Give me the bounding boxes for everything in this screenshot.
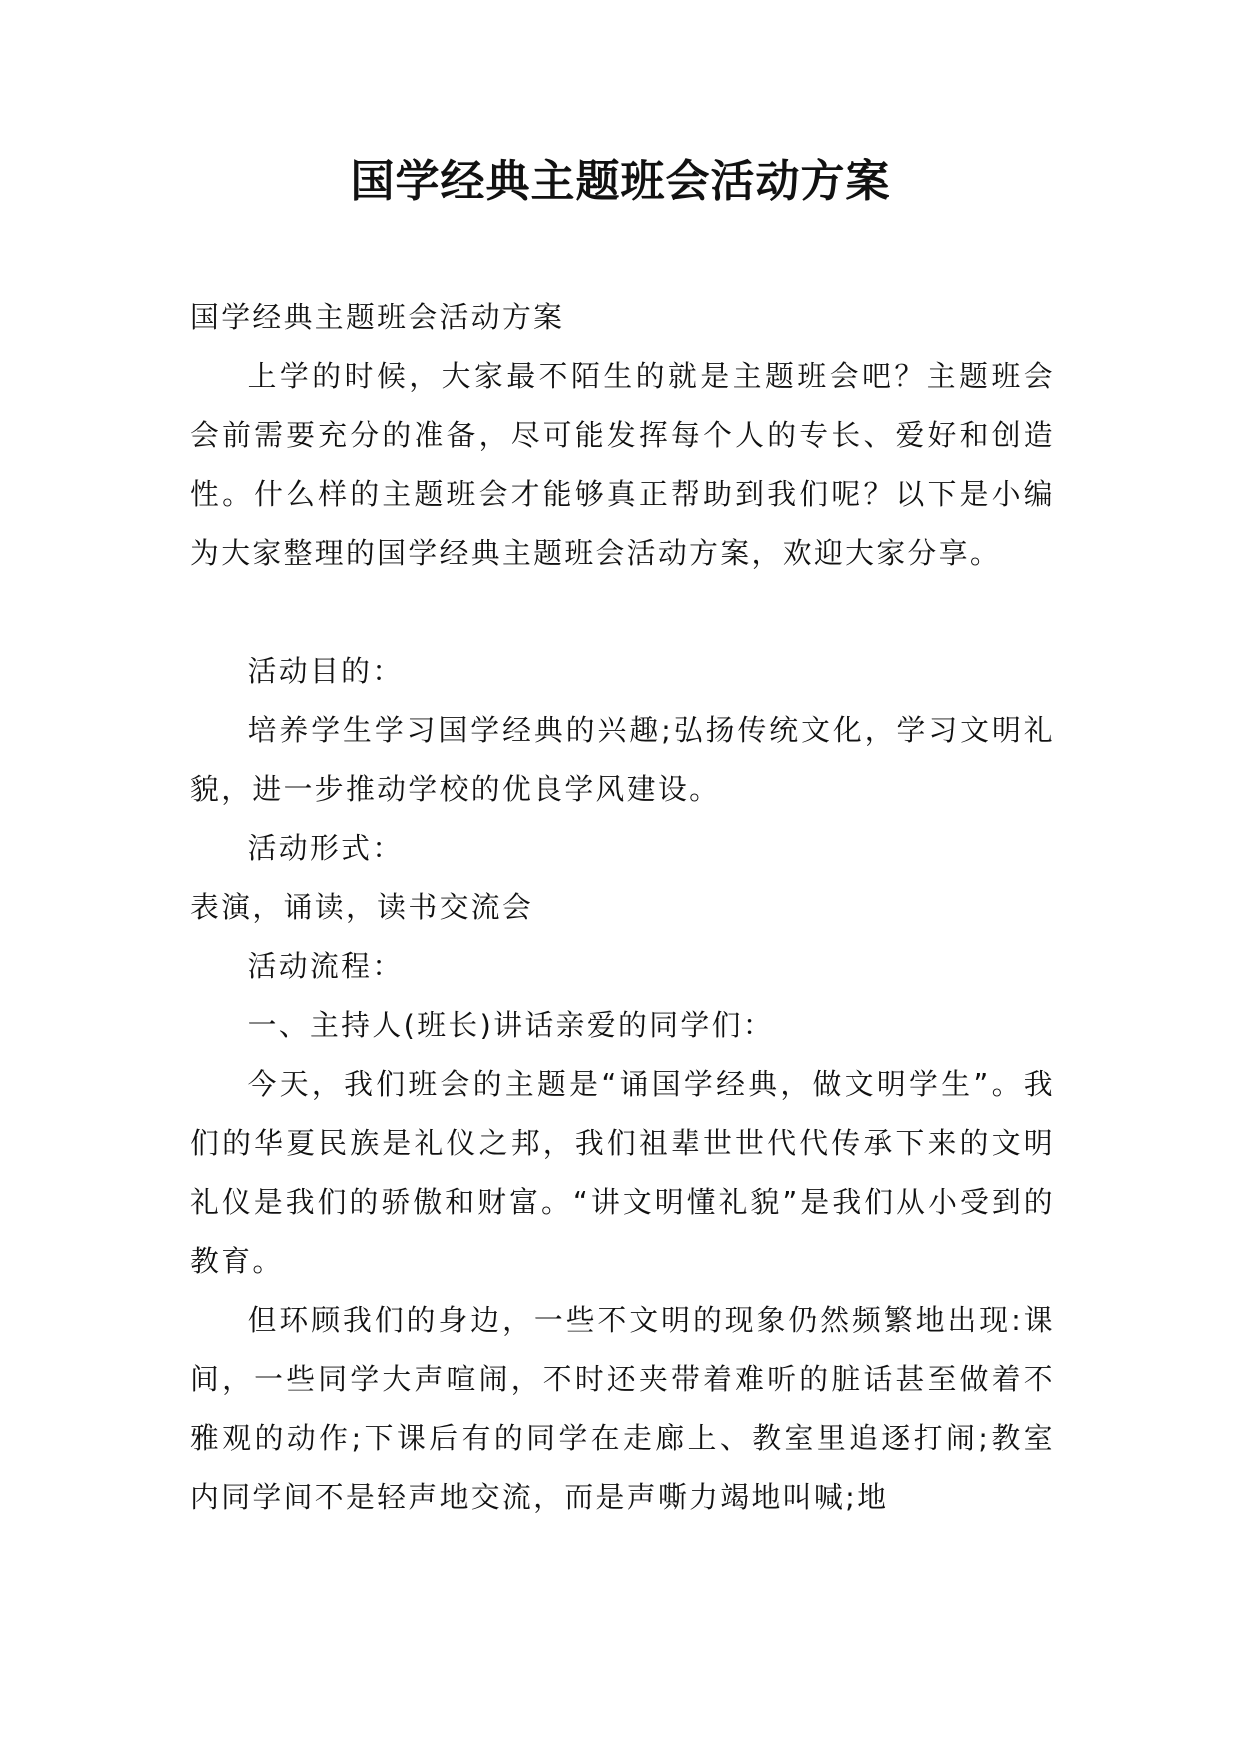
paragraph-host: 一、主持人(班长)讲话亲爱的同学们： bbox=[247, 1008, 775, 1042]
paragraph-purpose: 培养学生学习国学经典的兴趣;弘扬传统文化，学习文明礼貌，进一步推动学校的优良学风建设。 bbox=[190, 713, 1055, 806]
paragraph-gap bbox=[190, 583, 1055, 642]
paragraph-intro: 上学的时候，大家最不陌生的就是主题班会吧？主题班会会前需要充分的准备，尽可能发挥每个人的专长、爱好和创造性。什么样的主题班会才能够真正帮助到我们呢？以下是小编为大家整理的国学经典主题班会活动方案，欢迎大家分享。 bbox=[190, 359, 1055, 570]
heading-purpose: 活动目的： bbox=[247, 654, 404, 688]
paragraph-however: 但环顾我们的身边，一些不文明的现象仍然频繁地出现:课间，一些同学大声喧闹，不时还夹带着难听的脏话甚至做着不雅观的动作;下课后有的同学在走廊上、教室里追逐打闹;教室内同学间不是轻声地交流，而是声嘶力竭地叫喊;地 bbox=[190, 1303, 1055, 1514]
paragraph-form: 表演，诵读，读书交流会 bbox=[190, 890, 534, 924]
document-subtitle: 国学经典主题班会活动方案 bbox=[190, 300, 565, 334]
heading-process: 活动流程： bbox=[247, 949, 404, 983]
document-body bbox=[190, 288, 1055, 1527]
document-title: 国学经典主题班会活动方案 bbox=[350, 156, 891, 207]
paragraph-today: 今天，我们班会的主题是“诵国学经典，做文明学生”。我们的华夏民族是礼仪之邦，我们祖辈世世代代传承下来的文明礼仪是我们的骄傲和财富。“讲文明懂礼貌”是我们从小受到的教育。 bbox=[190, 1067, 1055, 1278]
heading-form: 活动形式： bbox=[247, 831, 404, 865]
